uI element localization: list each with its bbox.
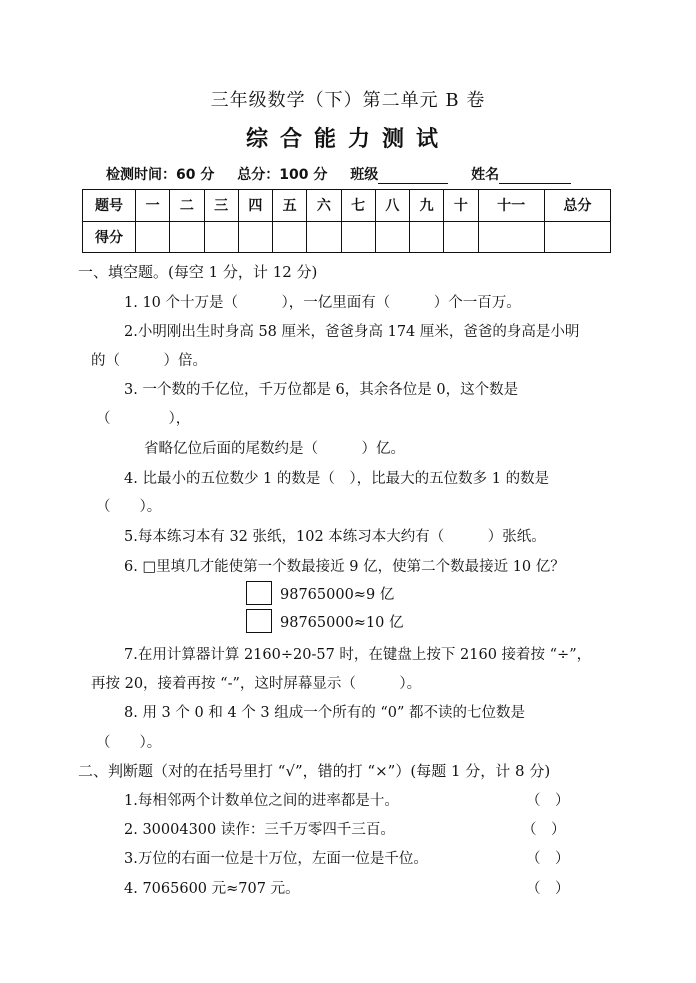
question-2-line-2: 的（ ）倍。 <box>91 353 207 369</box>
score-header-cell: 八 <box>375 190 409 222</box>
score-value-row <box>83 221 611 253</box>
question-4-line-2: （ ）。 <box>96 499 162 515</box>
class-field[interactable] <box>350 167 448 183</box>
class-blank[interactable] <box>378 183 448 184</box>
section-heading-fill: 一、填空题。(每空 1 分，计 12 分) <box>78 263 318 281</box>
class-label: 班级 <box>350 167 379 183</box>
judge-paren-4[interactable]: （ ） <box>526 881 570 897</box>
exam-total: 总分：100 分 <box>237 167 328 183</box>
score-table <box>82 189 611 253</box>
judge-paren-2[interactable]: （ ） <box>522 822 566 838</box>
score-header-cell: 四 <box>238 190 272 222</box>
question-7-line-2: 再按 20，接着再按 “-”，这时屏幕显示（ ）。 <box>91 676 422 692</box>
score-cell[interactable] <box>478 221 544 253</box>
judge-item-2: 2. 30004300 读作：三千万零四千三百。 <box>124 822 395 838</box>
score-header-cell: 九 <box>410 190 444 222</box>
score-header-cell: 题号 <box>83 190 136 222</box>
exam-title: 三年级数学（下）第二单元 B 卷 <box>210 90 486 111</box>
score-cell[interactable] <box>444 221 478 253</box>
score-row-label: 得分 <box>83 221 136 253</box>
judge-paren-1[interactable]: （ ） <box>526 793 570 809</box>
name-label: 姓名 <box>471 167 500 183</box>
question-6-b: 98765000≈10 亿 <box>280 615 404 631</box>
score-header-cell: 总分 <box>544 190 610 222</box>
answer-box-2[interactable] <box>246 609 272 633</box>
score-cell[interactable] <box>410 221 444 253</box>
exam-time: 检测时间：60 分 <box>106 167 215 183</box>
judge-item-3: 3.万位的右面一位是十万位，左面一位是千位。 <box>124 851 428 867</box>
name-field[interactable] <box>471 167 571 183</box>
score-cell[interactable] <box>170 221 204 253</box>
name-blank[interactable] <box>499 183 571 184</box>
score-cell[interactable] <box>375 221 409 253</box>
score-header-cell: 一 <box>136 190 170 222</box>
exam-meta <box>106 164 589 184</box>
score-header-cell: 十 <box>444 190 478 222</box>
score-header-cell: 十一 <box>478 190 544 222</box>
section-heading-judge: 二、判断题（对的在括号里打 “√”，错的打 “×”）(每题 1 分，计 8 分) <box>78 762 551 780</box>
score-header-cell: 五 <box>273 190 307 222</box>
answer-box-1[interactable] <box>246 581 272 605</box>
exam-subtitle: 综合能力测试 <box>245 126 450 152</box>
question-6: 6. □里填几才能使第一个数最接近 9 亿，使第二个数最接近 10 亿？ <box>124 559 565 575</box>
question-3-line-2: （ ）， <box>96 411 191 427</box>
score-cell[interactable] <box>273 221 307 253</box>
score-cell[interactable] <box>136 221 170 253</box>
score-header-cell: 二 <box>170 190 204 222</box>
question-4-line-1: 4. 比最小的五位数少 1 的数是（ ），比最大的五位数多 1 的数是 <box>124 471 550 487</box>
judge-item-4: 4. 7065600 元≈707 元。 <box>124 881 300 897</box>
question-3-line-1: 3. 一个数的千亿位，千万位都是 6，其余各位是 0，这个数是 <box>124 382 519 398</box>
question-6-a: 98765000≈9 亿 <box>280 587 395 603</box>
score-cell[interactable] <box>204 221 238 253</box>
judge-paren-3[interactable]: （ ） <box>526 851 570 867</box>
score-header-cell: 三 <box>204 190 238 222</box>
question-8-line-1: 8. 用 3 个 0 和 4 个 3 组成一个所有的 “0” 都不读的七位数是 <box>124 705 525 721</box>
question-5: 5.每本练习本有 32 张纸，102 本练习本大约有（ ）张纸。 <box>124 529 546 545</box>
question-2-line-1: 2.小明刚出生时身高 58 厘米，爸爸身高 174 厘米，爸爸的身高是小明 <box>124 324 580 340</box>
question-8-line-2: （ ）。 <box>96 735 162 751</box>
question-7-line-1: 7.在用计算器计算 2160÷20-57 时，在键盘上按下 2160 接着按 “÷”， <box>124 647 592 663</box>
score-cell[interactable] <box>544 221 610 253</box>
score-cell[interactable] <box>307 221 341 253</box>
question-3-line-3: 省略亿位后面的尾数约是（ ）亿。 <box>144 441 405 457</box>
question-1: 1. 10 个十万是（ ），一亿里面有（ ）个一百万。 <box>124 295 521 311</box>
judge-item-1: 1.每相邻两个计数单位之间的进率都是十。 <box>124 793 399 809</box>
score-cell[interactable] <box>341 221 375 253</box>
score-header-row <box>83 190 611 222</box>
score-cell[interactable] <box>238 221 272 253</box>
score-header-cell: 六 <box>307 190 341 222</box>
score-header-cell: 七 <box>341 190 375 222</box>
